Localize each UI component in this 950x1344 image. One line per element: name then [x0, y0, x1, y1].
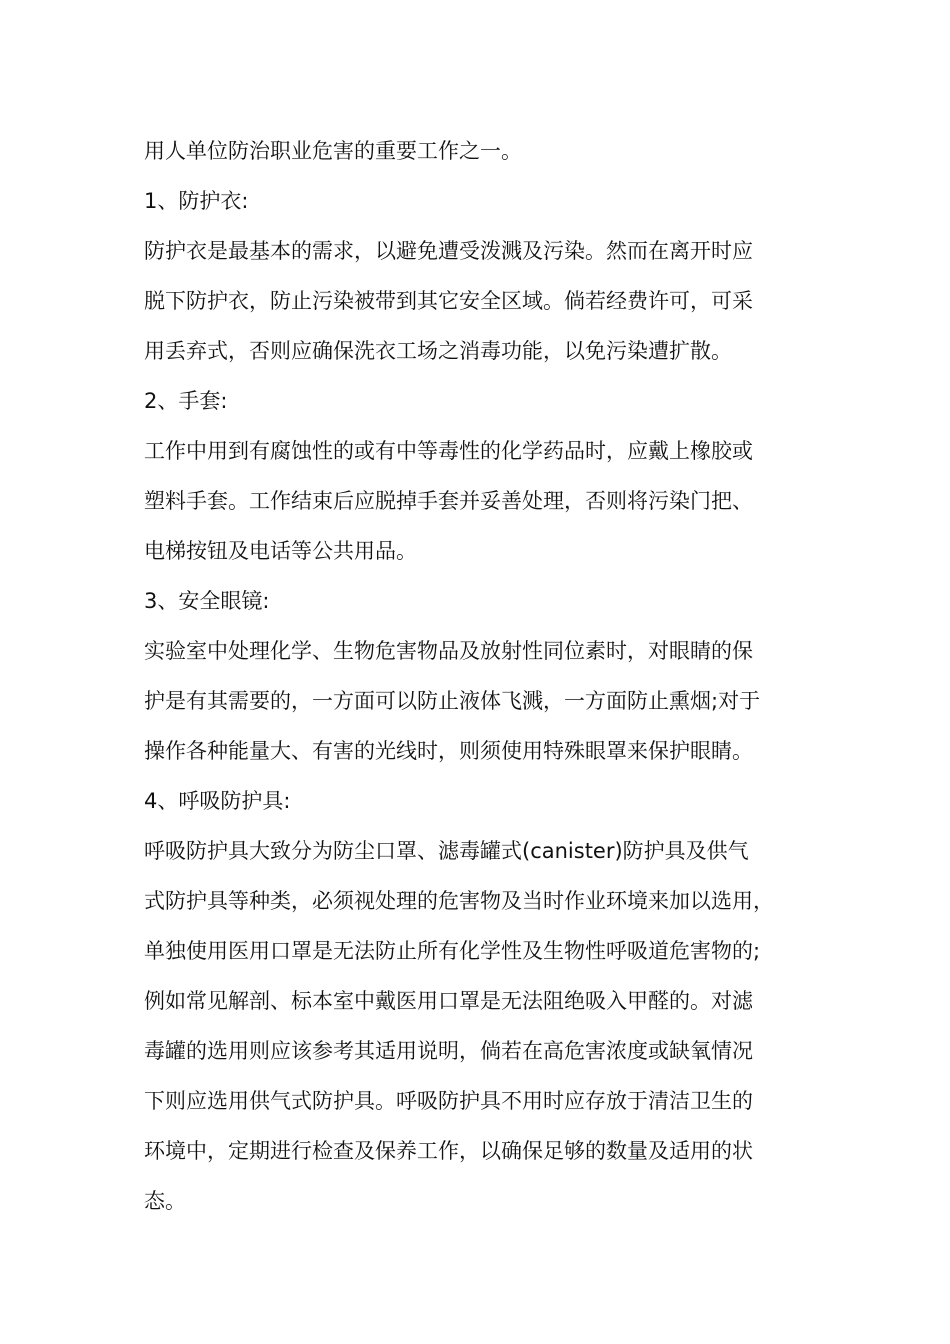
body-text-line: 防护衣是最基本的需求，以避免遭受泼溅及污染。然而在离开时应: [144, 239, 753, 263]
document-body: [144, 126, 834, 1226]
section-heading-safety-glasses: 3、安全眼镜:: [144, 589, 270, 613]
body-text-line: 工作中用到有腐蚀性的或有中等毒性的化学药品时，应戴上橡胶或: [144, 439, 753, 463]
section-heading-gloves: 2、手套:: [144, 389, 228, 413]
section-heading-protective-clothing: 1、防护衣:: [144, 189, 249, 213]
body-text-line: 用人单位防治职业危害的重要工作之一。: [144, 139, 522, 163]
body-text-line: 实验室中处理化学、生物危害物品及放射性同位素时，对眼睛的保: [144, 639, 753, 663]
body-text-line: 塑料手套。工作结束后应脱掉手套并妥善处理，否则将污染门把、: [144, 489, 753, 513]
body-text-line: 例如常见解剖、标本室中戴医用口罩是无法阻绝吸入甲醛的。对滤: [144, 989, 753, 1013]
body-text-line: 护是有其需要的，一方面可以防止液体飞溅，一方面防止熏烟;对于: [144, 689, 761, 713]
body-text-line: 环境中，定期进行检查及保养工作，以确保足够的数量及适用的状: [144, 1139, 753, 1163]
body-text-line: 电梯按钮及电话等公共用品。: [144, 539, 417, 563]
body-text-line: 下则应选用供气式防护具。呼吸防护具不用时应存放于清洁卫生的: [144, 1089, 753, 1113]
body-text-line: 脱下防护衣，防止污染被带到其它安全区域。倘若经费许可，可采: [144, 289, 753, 313]
section-heading-respiratory-protection: 4、呼吸防护具:: [144, 789, 291, 813]
body-text-line: 单独使用医用口罩是无法防止所有化学性及生物性呼吸道危害物的;: [144, 939, 761, 963]
body-text-line: 用丢弃式，否则应确保洗衣工场之消毒功能，以免污染遭扩散。: [144, 339, 732, 363]
body-text-line: 呼吸防护具大致分为防尘口罩、滤毒罐式(canister)防护具及供气: [144, 839, 749, 863]
body-text-line: 操作各种能量大、有害的光线时，则须使用特殊眼罩来保护眼睛。: [144, 739, 753, 763]
body-text-line: 态。: [144, 1189, 186, 1213]
body-text-line: 毒罐的选用则应该参考其适用说明，倘若在高危害浓度或缺氧情况: [144, 1039, 753, 1063]
body-text-line: 式防护具等种类，必须视处理的危害物及当时作业环境来加以选用，: [144, 889, 774, 913]
